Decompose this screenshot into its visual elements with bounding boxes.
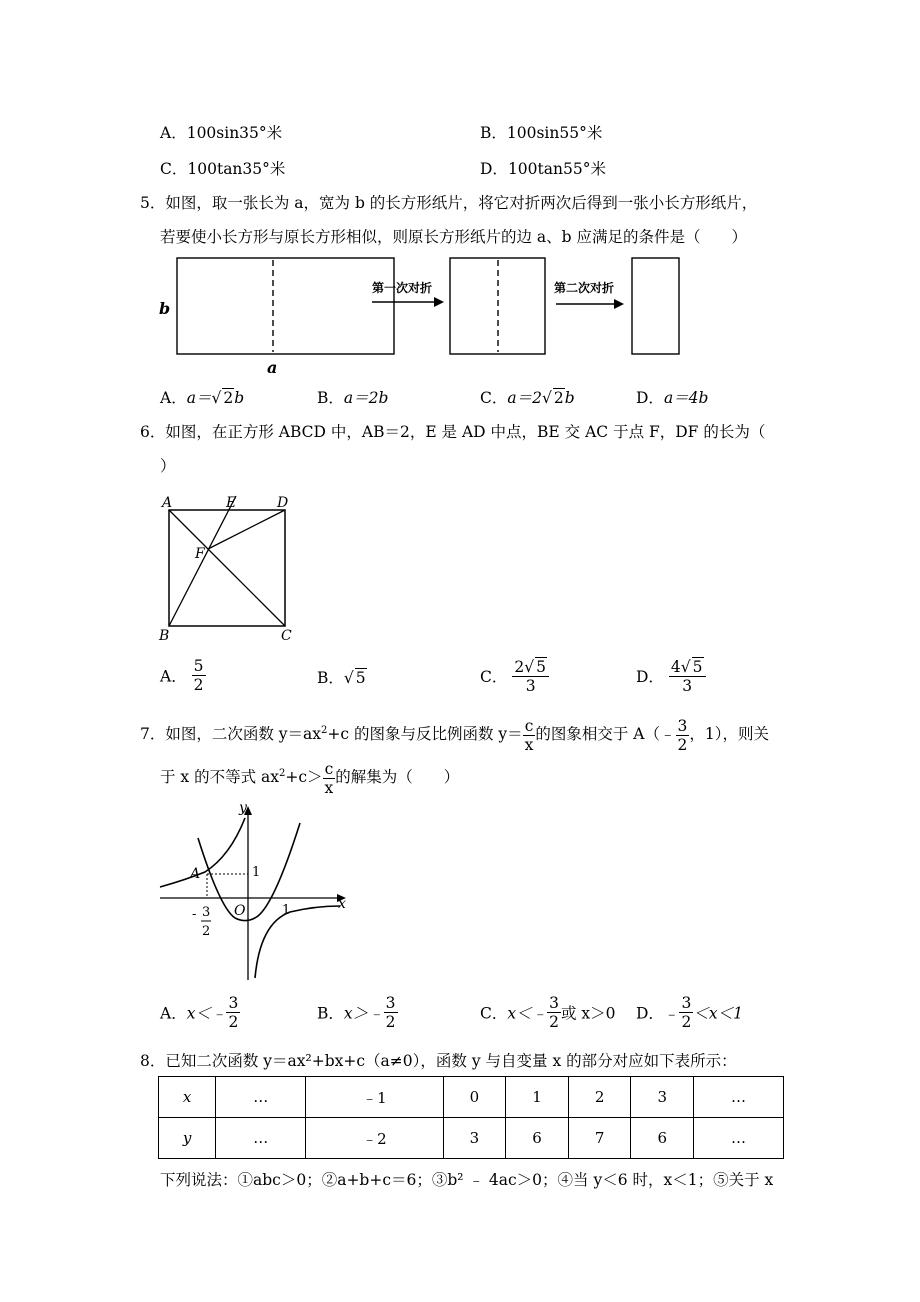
q5-folding-figure [150, 252, 680, 377]
table-cell: 0 [443, 1077, 506, 1118]
q7-graph-figure [150, 798, 360, 988]
q6-square-figure [150, 490, 310, 645]
q6-option-a: A． $\frac{5}{2}$ [160, 657, 204, 694]
q5-option-d: D．a＝4b [636, 389, 709, 407]
arrow2-head [614, 299, 624, 309]
q4-option-d: D．100tan55°米 [480, 160, 606, 178]
q6-option-b: B．√ 5 [317, 669, 366, 687]
table-cell: 6 [506, 1118, 569, 1159]
table-cell: … [694, 1077, 784, 1118]
q6-stem-line1: 6．如图，在正方形 ABCD 中，AB＝2，E 是 AD 中点，BE 交 AC 于点 F，DF 的长为（ [140, 423, 766, 441]
table-cell: ﹣1 [306, 1077, 443, 1118]
q6-option-d: D． $\frac{4√ 5}{3}$ [636, 657, 706, 695]
neg-sign: - [192, 907, 197, 922]
q4-option-a: A．100sin35°米 [160, 124, 283, 142]
q4-option-b: B．100sin55°米 [480, 124, 603, 142]
arrow2-label: 第二次对折 [554, 281, 615, 295]
table-cell: x [159, 1077, 216, 1118]
table-cell: 1 [506, 1077, 569, 1118]
line-df [208, 510, 285, 549]
y-tick-1: 1 [252, 865, 261, 880]
y-axis-label: y [239, 800, 247, 816]
table-cell: 6 [631, 1118, 694, 1159]
q7-option-a: A．x＜﹣ $\frac{3}{2}$ [160, 994, 239, 1031]
table-cell: … [694, 1118, 784, 1159]
x-tick-1: 1 [282, 903, 291, 918]
q7-stem-line1: 7．如图，二次函数 $y=ax^2+c$ 的图象与反比例函数 y＝ $\frac{c}{x}$ 的图象相交于 A（﹣ $\frac{3}{2}$ ，1），则关 [140, 716, 769, 754]
point-e: E [226, 495, 237, 511]
q5-option-a: A．a＝√ 2b [160, 389, 245, 407]
q6-stem-line2: ） [160, 457, 176, 475]
q5-stem-line2: 若要使小长方形与原长方形相似，则原长方形纸片的边 a、b 应满足的条件是（ ） [160, 228, 748, 246]
table-cell: … [216, 1118, 306, 1159]
tick-num: 3 [202, 905, 211, 920]
q5-stem-line1: 5．如图，取一张长为 a，宽为 b 的长方形纸片，将它对折两次后得到一张小长方形纸片， [140, 194, 758, 212]
point-a-label: A [190, 866, 201, 882]
arrow1-label: 第一次对折 [372, 281, 433, 295]
point-f: F [195, 546, 205, 562]
arrow1-head [434, 297, 444, 307]
table-cell: 7 [568, 1118, 631, 1159]
q4-option-c: C．100tan35°米 [160, 160, 286, 178]
point-b: B [159, 628, 170, 644]
table-cell: 3 [443, 1118, 506, 1159]
table-cell: 2 [568, 1077, 631, 1118]
diagonal-ac [169, 510, 285, 626]
q7-option-c: C．x＜﹣ $\frac{3}{2}$ 或 x＞0 [480, 994, 616, 1031]
q8-statements-line: 下列说法：①abc＞0；②a+b+c＝6；③b² ﹣ 4ac＞0；④当 y＜6 时，x＜1；⑤关于 x [160, 1171, 774, 1189]
tick-den: 2 [202, 924, 211, 939]
q7-option-b: B．x＞﹣ $\frac{3}{2}$ [317, 994, 396, 1031]
point-a: A [162, 495, 173, 511]
original-rectangle [177, 258, 394, 354]
small-rectangle [632, 258, 679, 354]
q8-stem-line1: 8．已知二次函数 y＝ax²+bx+c（a≠0），函数 y 与自变量 x 的部分对应如下表所示： [140, 1052, 737, 1070]
q7-stem-line2: 于 x 的不等式 $ax^2+c>$ $\frac{c}{x}$ 的解集为（ ） [160, 759, 460, 797]
table-cell: … [216, 1077, 306, 1118]
table-cell: ﹣2 [306, 1118, 443, 1159]
origin-label: O [234, 903, 246, 919]
label-a: a [267, 358, 278, 377]
q7-option-d: D．﹣ $\frac{3}{2}$ ＜x＜1 [636, 994, 743, 1031]
q6-option-c: C． $\frac{2√ 5}{3}$ [480, 657, 549, 695]
label-b: b [159, 299, 171, 318]
point-d: D [277, 495, 289, 511]
table-row [159, 1077, 784, 1118]
table-row [159, 1118, 784, 1159]
table-cell: y [159, 1118, 216, 1159]
x-axis-label: x [338, 896, 346, 912]
q8-value-table [158, 1076, 784, 1159]
table-cell: 3 [631, 1077, 694, 1118]
hyperbola-right-branch [255, 906, 340, 978]
q5-option-b: B．a＝2b [317, 389, 389, 407]
point-c: C [281, 628, 292, 644]
q5-option-c: C．a＝2√ 2b [480, 389, 575, 407]
